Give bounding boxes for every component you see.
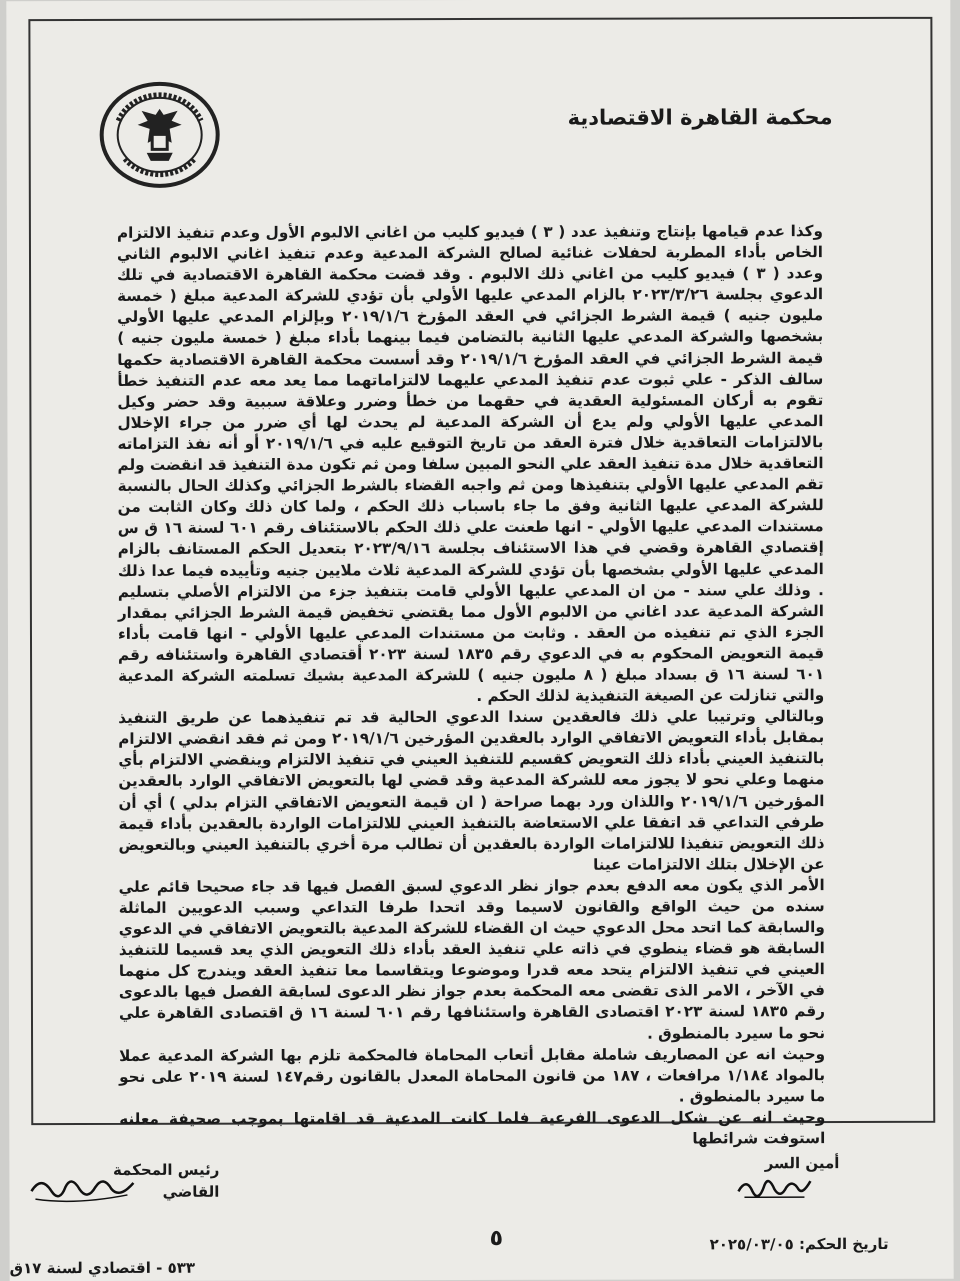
page-number: ٥ bbox=[489, 1225, 504, 1251]
paragraph: وحيث انه عن شكل الدعوى الفرعية فلما كانت المدعية قد اقامتها بموجب صحيفة معلنه استوفت شرائطها bbox=[119, 1108, 826, 1148]
document-page bbox=[6, 0, 953, 1281]
president-label: رئيس المحكمة bbox=[113, 1160, 220, 1179]
case-reference: ٥٣٣ - اقتصادي لسنة ١٧ق bbox=[9, 1258, 196, 1278]
paragraph: وبالتالي وترتيبا علي ذلك فالعقدين سندا الدعوي الحالية قد تم تنفيذهما عن طريق التنفيذ بمقابل بأداء التعويض الاتفاقي الوارد بالعقدين المؤرخين ٢٠١٩/١/٦ ومن ثم فقد انقضي الالتزام بالتنفيذ العيني بأداء ذلك التعويض كقسيم للتنفيذ العيني في تنفيذ الالتزام وينقضي الالتزام بأي منهما وعلي نحو لا يجوز معه للشركة المدعية وقد قضي لها بالتعويض الاتفاقي الوارد بالعقدين المؤرخين ٢٠١٩/١/٦ واللذان ورد بهما صراحة ( ان قيمة التعويض الاتفاقي التزام بدلي ) أي أن طرفي التداعي قد اتفقا علي الاستعاضة بالتنفيذ العيني للالتزامات الواردة بالعقدين بأداء قيمة ذلك التعويض تنفيذا للالتزامات الواردة بالعقدين أن تطالب مرة أخري بالتنفيذ العيني وبالتعويض عن الإخلال بتلك الالتزامات عينا bbox=[118, 707, 825, 874]
secretary-signature-block bbox=[709, 1154, 839, 1172]
court-title: محكمة القاهرة الاقتصادية bbox=[567, 105, 833, 130]
judgment-body bbox=[117, 221, 825, 1151]
paragraph: وحيث انه عن المصاريف شاملة مقابل أتعاب المحاماة فالمحكمة تلزم بها الشركة المدعية عملا بالمواد ١/١٨٤ مرافعات ، ١٨٧ من قانون المحاماة المعدل بالقانون رقم١٤٧ لسنة ٢٠١٩ على نحو ما سيرد بالمنطوق . bbox=[119, 1044, 826, 1106]
judge-label: القاضي bbox=[162, 1182, 220, 1201]
paragraph: الأمر الذي يكون معه الدفع بعدم جواز نظر الدعوي لسبق الفصل فيها قد جاء صحيحا قائم علي سنده من حيث الواقع والقانون لاسيما وقد اتحدا طرفا التداعي وسبب الدعويين الماثلة والسابقة كما اتحد محل الدعوي حيث ان القضاء للشركة المدعية بالتعويض الاتفاقي في الدعوي السابقة هو قضاء ينطوي في ذاته علي تنفيذ العقد بأداء ذلك التعويض الذي يعد قسيما للتنفيذ العيني في تنفيذ الالتزام يتحد معه قدرا وموضوعا ويتقاسما معا تنفيذ العقد ويندرج كل منهما في الآخر ، الامر الذى تقضى معه المحكمة بعدم جواز نظر الدعوى لسابقة الفصل فيها بالدعوى رقم ١٨٣٥ لسنة ٢٠٢٣ اقتصادى القاهرة واستئنافها رقم ٦٠١ لسنة ١٦ ق اقتصادى القاهرة علي نحو ما سيرد بالمنطوق . bbox=[118, 876, 826, 1043]
paragraph: وكذا عدم قيامها بإنتاج وتنفيذ عدد ( ٣ ) فيديو كليب من اغاني الالبوم الأول وعدم تنفيذ الالتزام الخاص بأداء المطربة لحفلات غنائية لصالح الشركة المدعية وعدم تنفيذ اغاني الالبوم الثاني وعدد ( ٣ ) فيديو كليب من اغاني ذلك الالبوم . وقد قضت محكمة القاهرة الاقتصادية في تلك الدعوي بجلسة ٢٠٢٣/٣/٢٦ بالزام المدعي عليها الأولي بأن تؤدي للشركة المدعية مبلغ ( خمسة مليون جنيه ) قيمة الشرط الجزائي في العقد المؤرخ ٢٠١٩/١/٦ وبإلزام المدعي عليها الأولي بشخصها والشركة المدعي عليها الثانية بالتضامن فيما بينهما بأداء مبلغ ( خمسة مليون جنيه ) قيمة الشرط الجزائي في العقد المؤرخ ٢٠١٩/١/٦ وقد أسست محكمة القاهرة الاقتصادية حكمها سالف الذكر - علي ثبوت عدم تنفيذ المدعي عليهما لالتزاماتهما مما يعد معه عدم التنفيذ خطأ تقوم به أركان المسئولية العقدية في حقهما من خطأ وضرر وعلاقة سببية وقد حضر وكيل المدعي عليها الأولي ولم يدع أن الشركة المدعية لم يحدث لها أي ضرر من جراء الإخلال بالالتزامات التعاقدية خلال فترة العقد من تاريخ التوقيع عليه في ٢٠١٩/١/٦ أو أنه نفذ التزاماته التعاقدية خلال مدة تنفيذ العقد علي النحو المبين سلفا ومن ثم تكون مدة التنفيذ قد انقضت ولم تقم المدعي عليها الأولي بتنفيذها ومن ثم واجبه القضاء بالشرط الجزائي وكذلك الحال بالنسبة للشركة المدعي عليها الثانية وفق ما جاء باسباب ذلك الحكم ، ولما كان ذلك وكان الثابت من مستندات المدعي عليها الأولي - انها طعنت علي ذلك الحكم بالاستئناف رقم ٦٠١ لسنة ١٦ ق س إقتصادي القاهرة وقضي في هذا الاستئناف بجلسة ٢٠٢٣/٩/١٦ بتعديل الحكم المستانف بالزام المدعي عليها الأولي بشخصها بأن تؤدي للشركة المدعية ثلاث ملايين جنيه وتأييده فيما عدا ذلك . وذلك علي سند - من ان المدعي عليها الأولي قامت بتنفيذ جزء من الالتزام الأصلي بتسليم الشركة المدعية عدد اغاني من الالبوم الأول مما يقتضي تخفيض قيمة الشرط الجزائي بمقدار الجزء الذي تم تنفيذه من العقد . وثابت من مستندات المدعي عليها الأولي - انها قامت بأداء قيمة التعويض المحكوم به في الدعوي رقم ١٨٣٥ لسنة ٢٠٢٣ أقتصادي القاهرة واستئنافه رقم ٦٠١ لسنة ١٦ ق بسداد مبلغ ( ٨ مليون جنيه ) للشركة المدعية بشيك تسلمته الشركة المدعية والتي تنازلت عن الصيغة التنفيذية لذلك الحكم . bbox=[116, 222, 825, 706]
secretary-label: أمين السر bbox=[764, 1154, 840, 1173]
secretary-signature-icon bbox=[734, 1171, 814, 1203]
president-signature-icon bbox=[27, 1173, 137, 1207]
eagle-seal-icon bbox=[99, 81, 221, 189]
judgment-date: تاريخ الحكم: ٢٠٢٥/٠٣/٠٥ bbox=[709, 1234, 889, 1254]
